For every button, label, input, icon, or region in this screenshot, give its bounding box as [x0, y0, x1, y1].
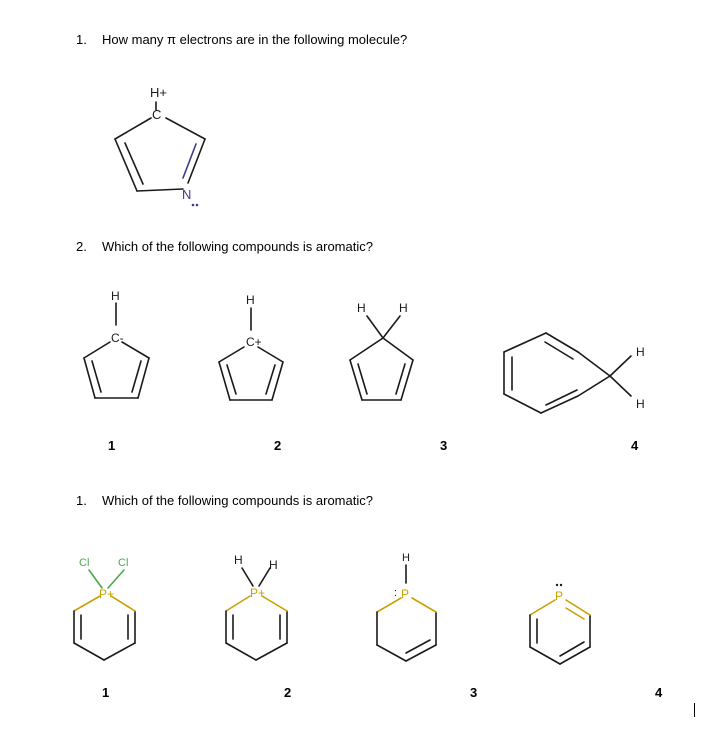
compound-3-2	[226, 553, 287, 660]
atom-label: H	[246, 293, 255, 307]
atom-label: H	[636, 345, 645, 359]
atom-label: H	[234, 553, 243, 567]
atom-label: Cl	[79, 557, 90, 569]
row2-label-3: 3	[440, 438, 448, 453]
atom-label: P+	[99, 587, 115, 601]
row3-label-3: 3	[470, 685, 478, 700]
compound-2-2	[219, 293, 283, 400]
atom-label: Cl	[118, 557, 129, 569]
compound-3-1	[74, 557, 135, 660]
compound-2-1	[84, 289, 149, 398]
row3-label-2: 2	[284, 685, 292, 700]
atom-label: P+	[250, 586, 266, 600]
question-text: How many π electrons are in the following molecule?	[102, 32, 408, 47]
atom-label: H	[402, 552, 410, 564]
lone-pair: :	[394, 587, 398, 599]
compound-3-4	[530, 584, 590, 664]
atom-label: C-	[111, 331, 124, 345]
atom-label: H+	[150, 85, 167, 100]
atom-label: H	[636, 397, 645, 411]
row3-label-1: 1	[102, 685, 110, 700]
question-number: 2.	[76, 239, 87, 254]
atom-label: C	[152, 107, 162, 122]
question-number: 1.	[76, 32, 87, 47]
row2-label-2: 2	[274, 438, 282, 453]
atom-label: P	[555, 589, 564, 603]
atom-label: P	[401, 587, 410, 601]
question-number: 1.	[76, 493, 87, 508]
question-text: Which of the following compounds is aromatic?	[102, 239, 373, 254]
atom-label: H	[111, 289, 120, 303]
atom-label: C+	[246, 335, 262, 349]
question-text: Which of the following compounds is aromatic?	[102, 493, 373, 508]
compound-2-3	[350, 301, 413, 400]
row3-label-4: 4	[655, 685, 663, 700]
compound-3-3	[377, 552, 436, 661]
atom-label: H	[399, 301, 408, 315]
row2-label-1: 1	[108, 438, 116, 453]
compound-2-4	[504, 333, 645, 413]
atom-label: H	[357, 301, 366, 315]
molecule-q1	[115, 85, 205, 206]
atom-label: H	[269, 558, 278, 572]
atom-label: N	[182, 187, 192, 202]
row2-label-4: 4	[631, 438, 639, 453]
